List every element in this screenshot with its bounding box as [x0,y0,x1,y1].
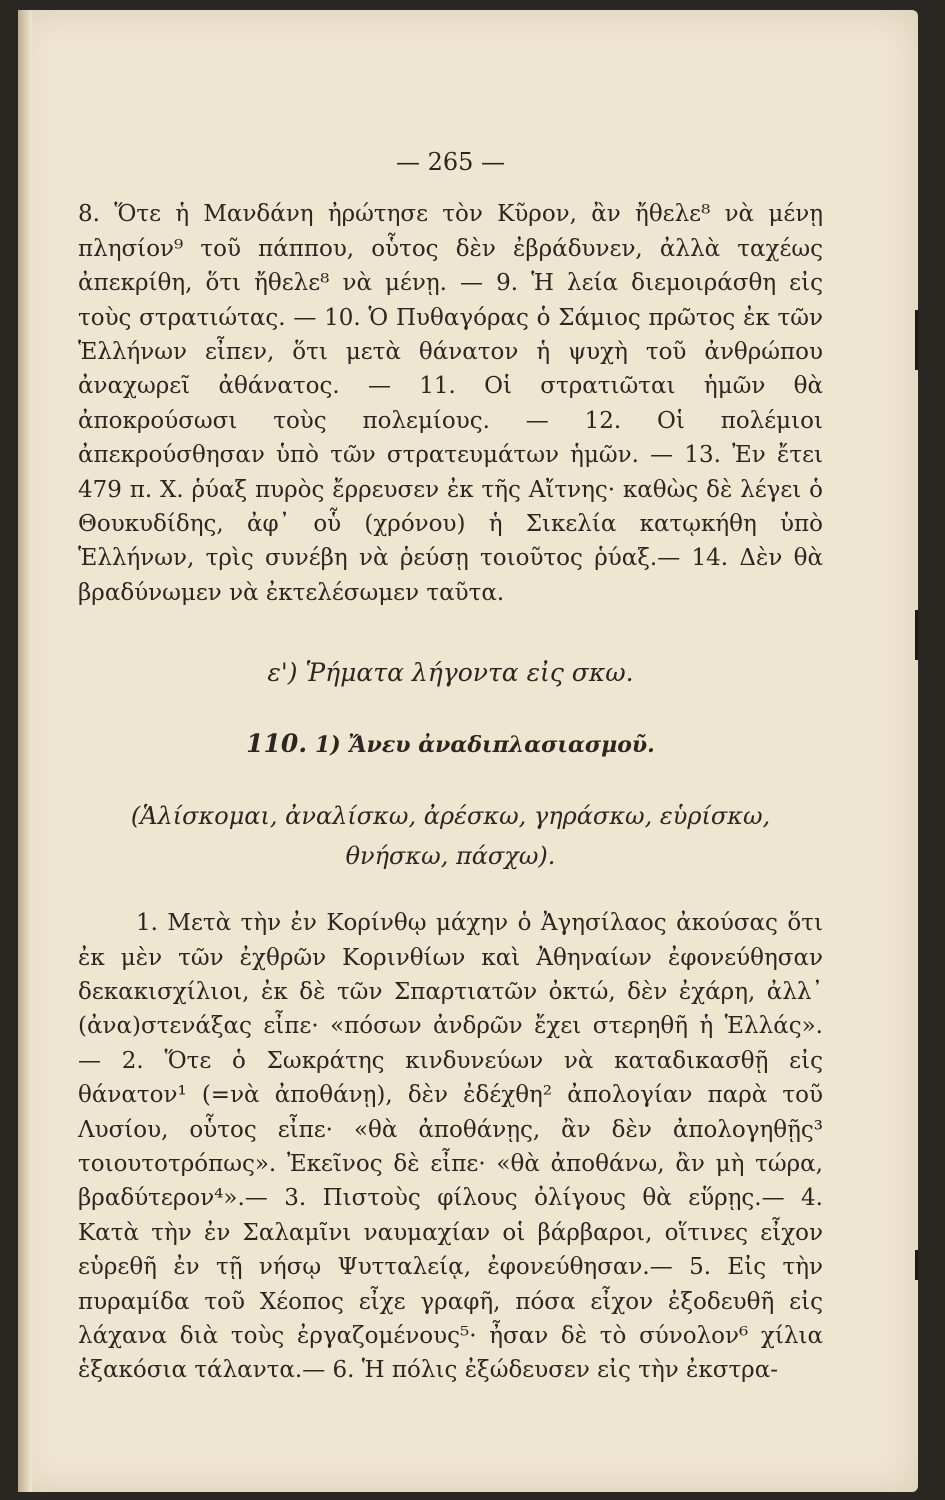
subsection-number: 110. [246,728,308,758]
verb-list-line: (Ἁλίσκομαι, ἀναλίσκω, ἀρέσκω, γηράσκω, εὑρίσκω, [130,802,771,831]
book-page [18,10,918,1492]
exercise-paragraph-top: 8. Ὅτε ἡ Μανδάνη ἠρώτησε τὸν Κῦρον, ἂν ἤθελε⁸ νὰ μένῃ πλησίον⁹ τοῦ πάππου, οὗτος δὲν ἐβράδυνεν, ἀλλὰ ταχέως ἀπεκρίθη, ὅτι ἤθελε⁸ νὰ μένῃ. — 9. Ἡ λεία διεμοιράσθη εἰς τοὺς στρατιώτας. — 10. Ὁ Πυθαγόρας ὁ Σάμιος πρῶτος ἐκ τῶν Ἑλλήνων εἶπεν, ὅτι μετὰ θάνατον ἡ ψυχὴ τοῦ ἀνθρώπου ἀναχωρεῖ ἀθάνατος. — 11. Οἱ στρατιῶται ἡμῶν θὰ ἀποκρούσωσι τοὺς πολεμίους. — 12. Οἱ πολέμιοι ἀπεκρούσθησαν ὑπὸ τῶν στρατευμάτων ἡμῶν. — 13. Ἐν ἔτει 479 π. Χ. ῥύαξ πυρὸς ἔρρευσεν ἐκ τῆς Αἴτνης· καθὼς δὲ λέγει ὁ Θουκυδίδης, ἀφ᾽ οὗ (χρόνου) ἡ Σικελία κατῳκήθη ὑπὸ Ἑλλήνων, τρὶς συνέβη νὰ ῥεύσῃ τοιοῦτος ῥύαξ.— 14. Δὲν θὰ βραδύνωμεν νὰ ἐκτελέσωμεν ταῦτα. [78,201,823,606]
page-text [78,135,823,1388]
page-gutter [18,10,32,1492]
section-heading: ε') Ῥήματα λήγοντα εἰς σκω. [267,658,634,688]
page-number: — 265 — [395,148,506,176]
page-edge-mark [915,610,918,660]
page-edge-mark [915,310,918,370]
verb-list-line: θνήσκω, πάσχω). [345,842,556,871]
subsection-label: 1) Ἄνευ ἀναδιπλασιασμοῦ. [314,731,655,758]
page-edge-mark [915,1250,918,1280]
exercise-paragraph-bottom: 1. Μετὰ τὴν ἐν Κορίνθῳ μάχην ὁ Ἀγησίλαος ἀκούσας ὅτι ἐκ μὲν τῶν ἐχθρῶν Κορινθίων καὶ Ἀθηναίων ἐφονεύθησαν δεκακισχίλιοι, ἐκ δὲ τῶν Σπαρτιατῶν ὀκτώ, δὲν ἐχάρη, ἀλλ᾽ (ἀνα)στενάξας εἶπε· «πόσων ἀνδρῶν ἔχει στερηθῆ ἡ Ἑλλάς». — 2. Ὅτε ὁ Σωκράτης κινδυνεύων νὰ καταδικασθῇ εἰς θάνατον¹ (=νὰ ἀποθάνῃ), δὲν ἐδέχθη² ἀπολογίαν παρὰ τοῦ Λυσίου, οὗτος εἶπε· «θὰ ἀποθάνῃς, ἂν δὲν ἀπολογηθῇς³ τοιουτοτρόπως». Ἐκεῖνος δὲ εἶπε· «θὰ ἀποθάνω, ἂν μὴ τώρα, βραδύτερον⁴».— 3. Πιστοὺς φίλους ὀλίγους θὰ εὕρῃς.— 4. Κατὰ τὴν ἐν Σαλαμῖνι ναυμαχίαν οἱ βάρβαροι, οἵτινες εἶχον εὑρεθῆ ἐν τῇ νήσῳ Ψυτταλείᾳ, ἐφονεύθησαν.— 5. Εἰς τὴν πυραμίδα τοῦ Χέοπος εἶχε γραφῆ, πόσα εἶχον ἐξοδευθῆ εἰς λάχανα διὰ τοὺς ἐργαζομένους⁵· ἦσαν δὲ τὸ σύνολον⁶ χίλια ἑξακόσια τάλαντα.— 6. Ἡ πόλις ἐξώδευσεν εἰς τὴν ἐκστρα- [78,910,823,1384]
subsection-heading [78,727,823,762]
verb-list [78,796,823,876]
